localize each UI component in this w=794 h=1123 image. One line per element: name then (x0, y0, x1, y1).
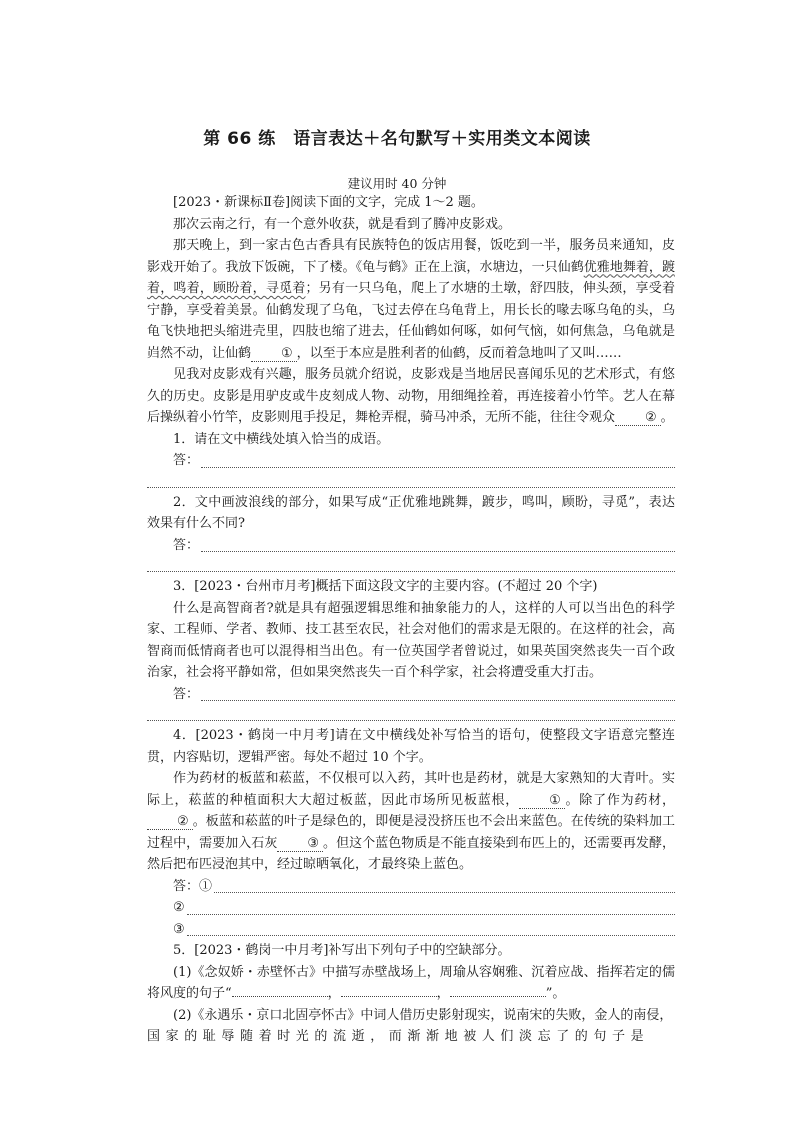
fill-blank-1[interactable]: ① (251, 347, 297, 362)
passage1-p2-text-b: ；另有一只乌龟，爬上了水塘的土墩，舒四肢，伸头颈，享受着宁静，享受着美景。仙鹤发现了乌龟，飞过去停在乌龟背上，用长长的喙去啄乌龟的头，乌龟飞快地把头缩进壳里，四肢也缩了进去，任仙鹤如何啄，如何气恼，如何焦急，乌龟就是岿然不动，让仙鹤 (147, 281, 675, 361)
answer-dotted-line[interactable] (201, 452, 675, 468)
passage1-paragraph-1: 那次云南之行，有一个意外收获，就是看到了腾冲皮影戏。 (173, 216, 512, 232)
answer-label: ② (173, 900, 185, 915)
question-4-passage (147, 768, 675, 876)
question-3-answer-line[interactable] (147, 684, 675, 706)
question-5-item-1 (147, 962, 675, 1005)
passage1-p2-text-a: 那天晚上，到一家古色古香具有民族特色的饭店用餐，饭吃到一半，服务员来通知，皮影戏开始了。我放下饭碗，下了楼。《龟与鹤》正在上演，水塘边，一只仙鹤 (147, 238, 675, 275)
answer-dotted-line[interactable] (201, 685, 675, 701)
question-3-stem: 3．[2023・台州市月考]概括下面这段文字的主要内容。(不超过 20 个字) (173, 579, 598, 594)
q5-end: ”。 (545, 986, 566, 1001)
content-body (147, 192, 675, 1048)
question-5-item-2-continued: 国家的耻辱随着时光的流逝，而渐渐地被人们淡忘了的句子是 (147, 1029, 650, 1044)
fill-blank-q5-2[interactable] (341, 983, 437, 997)
answer-label: 答：① (173, 878, 213, 894)
answer-dotted-line[interactable] (147, 705, 675, 721)
passage1-p3-text-a: 见我对皮影戏有兴趣，服务员就介绍说，皮影戏是当地居民喜闻乐见的艺术形式，有悠久的历史。皮影是用驴皮或牛皮刻成人物、动物，用细绳拴着，再连接着小竹竿。艺人在幕后操纵着小竹竿，皮影则甩手投足，舞枪弄棍，骑马冲杀，无所不能，往往令观众 (147, 367, 675, 425)
answer-dotted-line[interactable] (187, 920, 675, 936)
answer-label: ③ (173, 921, 185, 937)
answer-dotted-line[interactable] (147, 556, 675, 572)
q5-sep: ， (327, 986, 341, 1001)
fill-blank-q5-3[interactable] (450, 983, 546, 997)
question-4-answer-line-1[interactable] (147, 876, 675, 898)
q4-text-d: 。但这个蓝色物质是不能直接染到布匹上的，还需要再发酵，然后把布匹浸泡其中，经过晾晒氧化，才最终染上蓝色。 (147, 835, 675, 872)
q5-item1-text: (1)《念奴娇・赤壁怀古》中描写赤壁战场上，周瑜从容娴雅、沉着应战、指挥若定的儒将风度的句子“ (147, 964, 675, 1001)
question-5-stem: 5．[2023・鹤岗一中月考]补写出下列句子中的空缺部分。 (173, 943, 511, 958)
question-2-stem: 2．文中画波浪线的部分，如果写成“正优雅地跳舞，踱步，鸣叫，顾盼，寻觅”，表达效果有什么不同? (147, 494, 675, 531)
question-4-stem: 4．[2023・鹤岗一中月考]请在文中横线处补写恰当的语句，使整段文字语意完整连贯，内容贴切，逻辑严密。每处不超过 10 个字。 (147, 728, 675, 765)
q4-text-c: 。板蓝和菘蓝的叶子是绿色的，即便是浸没挤压也不会出来蓝色。在传统的染料加工过程中，需要加入石灰 (147, 814, 675, 851)
question-2-answer-line[interactable] (147, 535, 675, 557)
answer-label: 答： (173, 453, 200, 468)
fill-blank-q4-3[interactable]: ③ (277, 837, 323, 852)
fill-blank-q5-1[interactable] (232, 983, 328, 997)
wavy-underlined-phrase: 优雅地舞着，踱着，鸣着，顾盼着，寻觅着 (147, 259, 675, 296)
question-4-answer-line-2[interactable] (147, 897, 675, 919)
q4-text-b: 。除了作为药材， (564, 792, 675, 808)
passage1-p3-text-b: 。 (660, 410, 674, 425)
fill-blank-q4-1[interactable]: ① (519, 794, 565, 809)
passage1-paragraph-2 (147, 235, 675, 364)
passage1-p2-text-c: ，以至于本应是胜利者的仙鹤，反而着急地叫了又叫…… (296, 345, 622, 361)
passage1-source: [2023・新课标Ⅱ卷]阅读下面的文字，完成 1～2 题。 (173, 195, 484, 210)
question-1-stem: 1．请在文中横线处填入恰当的成语。 (173, 431, 390, 447)
page-title: 第 66 练 语言表达＋名句默写＋实用类文本阅读 (203, 129, 591, 149)
answer-label: 答： (173, 537, 200, 553)
q5-sep: ， (436, 986, 450, 1001)
time-hint: 建议用时 40 分钟 (347, 176, 447, 191)
question-5-item-2: (2)《永遇乐・京口北固亭怀古》中词人借历史影射现实，说南宋的失败，金人的南侵， (173, 1007, 673, 1023)
answer-dotted-line[interactable] (214, 877, 675, 893)
fill-blank-q4-2[interactable]: ② (147, 815, 193, 830)
question-3-passage: 什么是高智商者?就是具有超强逻辑思维和抽象能力的人，这样的人可以当出色的科学家、工程师、学者、教师、技工甚至农民，社会对他们的需求是无限的。在这样的社会，高智商而低情商者也可以混得相当出色。有一位英国学者曾说过，如果英国突然丧失一百个政治家，社会将平静如常，但如果突然丧失一百个科学家，社会将遭受重大打击。 (147, 600, 675, 680)
question-1-answer-line[interactable] (147, 450, 675, 472)
q4-text-a: 作为药材的板蓝和菘蓝，不仅根可以入药，其叶也是药材，就是大家熟知的大青叶。实际上，菘蓝的种植面积大大超过板蓝，因此市场所见板蓝根， (147, 771, 675, 808)
answer-dotted-line[interactable] (201, 536, 675, 552)
answer-dotted-line[interactable] (147, 472, 675, 488)
question-4-answer-line-3[interactable] (147, 919, 675, 941)
answer-label: 答： (173, 686, 200, 702)
answer-dotted-line[interactable] (187, 899, 675, 915)
fill-blank-2[interactable]: ② (615, 411, 661, 426)
passage1-paragraph-3 (147, 364, 675, 429)
